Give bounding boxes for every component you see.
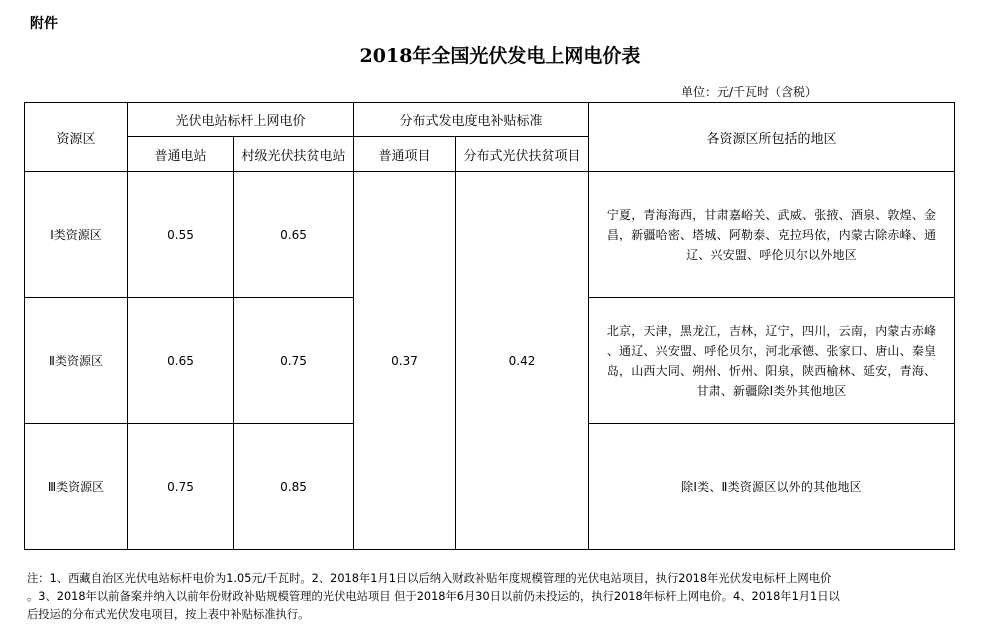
price-table (24, 102, 955, 550)
region-line: 宁夏，青海海西，甘肃嘉峪关、武威、张掖、酒泉、敦煌、金 (606, 207, 937, 222)
header-regions: 各资源区所包括的地区 (589, 103, 955, 172)
footnote (27, 570, 957, 624)
footnote-line: 。3、2018年以前备案并纳入以前年份财政补贴规模管理的光伏电站项目 但于2018年6月30日以前仍未投运的，执行2018年标杆上网电价。4、2018年1月1日以 (27, 590, 840, 603)
normal-station-price: 0.65 (128, 298, 234, 424)
region-cell (589, 424, 955, 550)
village-station-price: 0.75 (234, 298, 354, 424)
header-poverty-project: 分布式光伏扶贫项目 (456, 137, 589, 172)
zone-cell: Ⅰ类资源区 (25, 172, 128, 298)
village-station-price: 0.65 (234, 172, 354, 298)
unit-label: 单位：元/千瓦时（含税） (681, 85, 818, 99)
page-title: 2018年全国光伏发电上网电价表 (359, 45, 641, 67)
poverty-project-subsidy: 0.42 (456, 172, 589, 550)
region-line: 岛，山西大同、朔州、忻州、阳泉，陕西榆林、延安，青海、 (606, 363, 937, 378)
region-line: 、通辽、兴安盟、呼伦贝尔，河北承德、张家口、唐山、秦皇 (606, 343, 937, 358)
normal-project-subsidy: 0.37 (354, 172, 456, 550)
region-line: 甘肃、新疆除Ⅰ类外其他地区 (696, 383, 847, 398)
header-benchmark-price: 光伏电站标杆上网电价 (128, 103, 354, 137)
header-normal-project: 普通项目 (354, 137, 456, 172)
region-cell (589, 298, 955, 424)
header-distributed-subsidy: 分布式发电度电补贴标准 (354, 103, 589, 137)
region-line: 昌，新疆哈密、塔城、阿勒泰、克拉玛依，内蒙古除赤峰、通 (606, 227, 937, 242)
region-line: 北京，天津，黑龙江，吉林，辽宁，四川，云南，内蒙古赤峰 (606, 323, 937, 338)
header-zone: 资源区 (25, 103, 128, 172)
attachment-label: 附件 (30, 16, 58, 32)
zone-cell: Ⅱ类资源区 (25, 298, 128, 424)
village-station-price: 0.85 (234, 424, 354, 550)
zone-cell: Ⅲ类资源区 (25, 424, 128, 550)
header-normal-station: 普通电站 (128, 137, 234, 172)
region-cell (589, 172, 955, 298)
region-line: 除Ⅰ类、Ⅱ类资源区以外的其他地区 (681, 479, 862, 494)
region-line: 辽、兴安盟、呼伦贝尔以外地区 (686, 247, 857, 262)
normal-station-price: 0.75 (128, 424, 234, 550)
footnote-line: 注：1、西藏自治区光伏电站标杆电价为1.05元/千瓦时。2、2018年1月1日以后纳入财政补贴年度规模管理的光伏电站项目，执行2018年光伏发电标杆上网电价 (27, 572, 832, 585)
table-row (25, 172, 955, 298)
header-village-station: 村级光伏扶贫电站 (234, 137, 354, 172)
normal-station-price: 0.55 (128, 172, 234, 298)
footnote-line: 后投运的分布式光伏发电项目，按上表中补贴标准执行。 (27, 608, 310, 621)
